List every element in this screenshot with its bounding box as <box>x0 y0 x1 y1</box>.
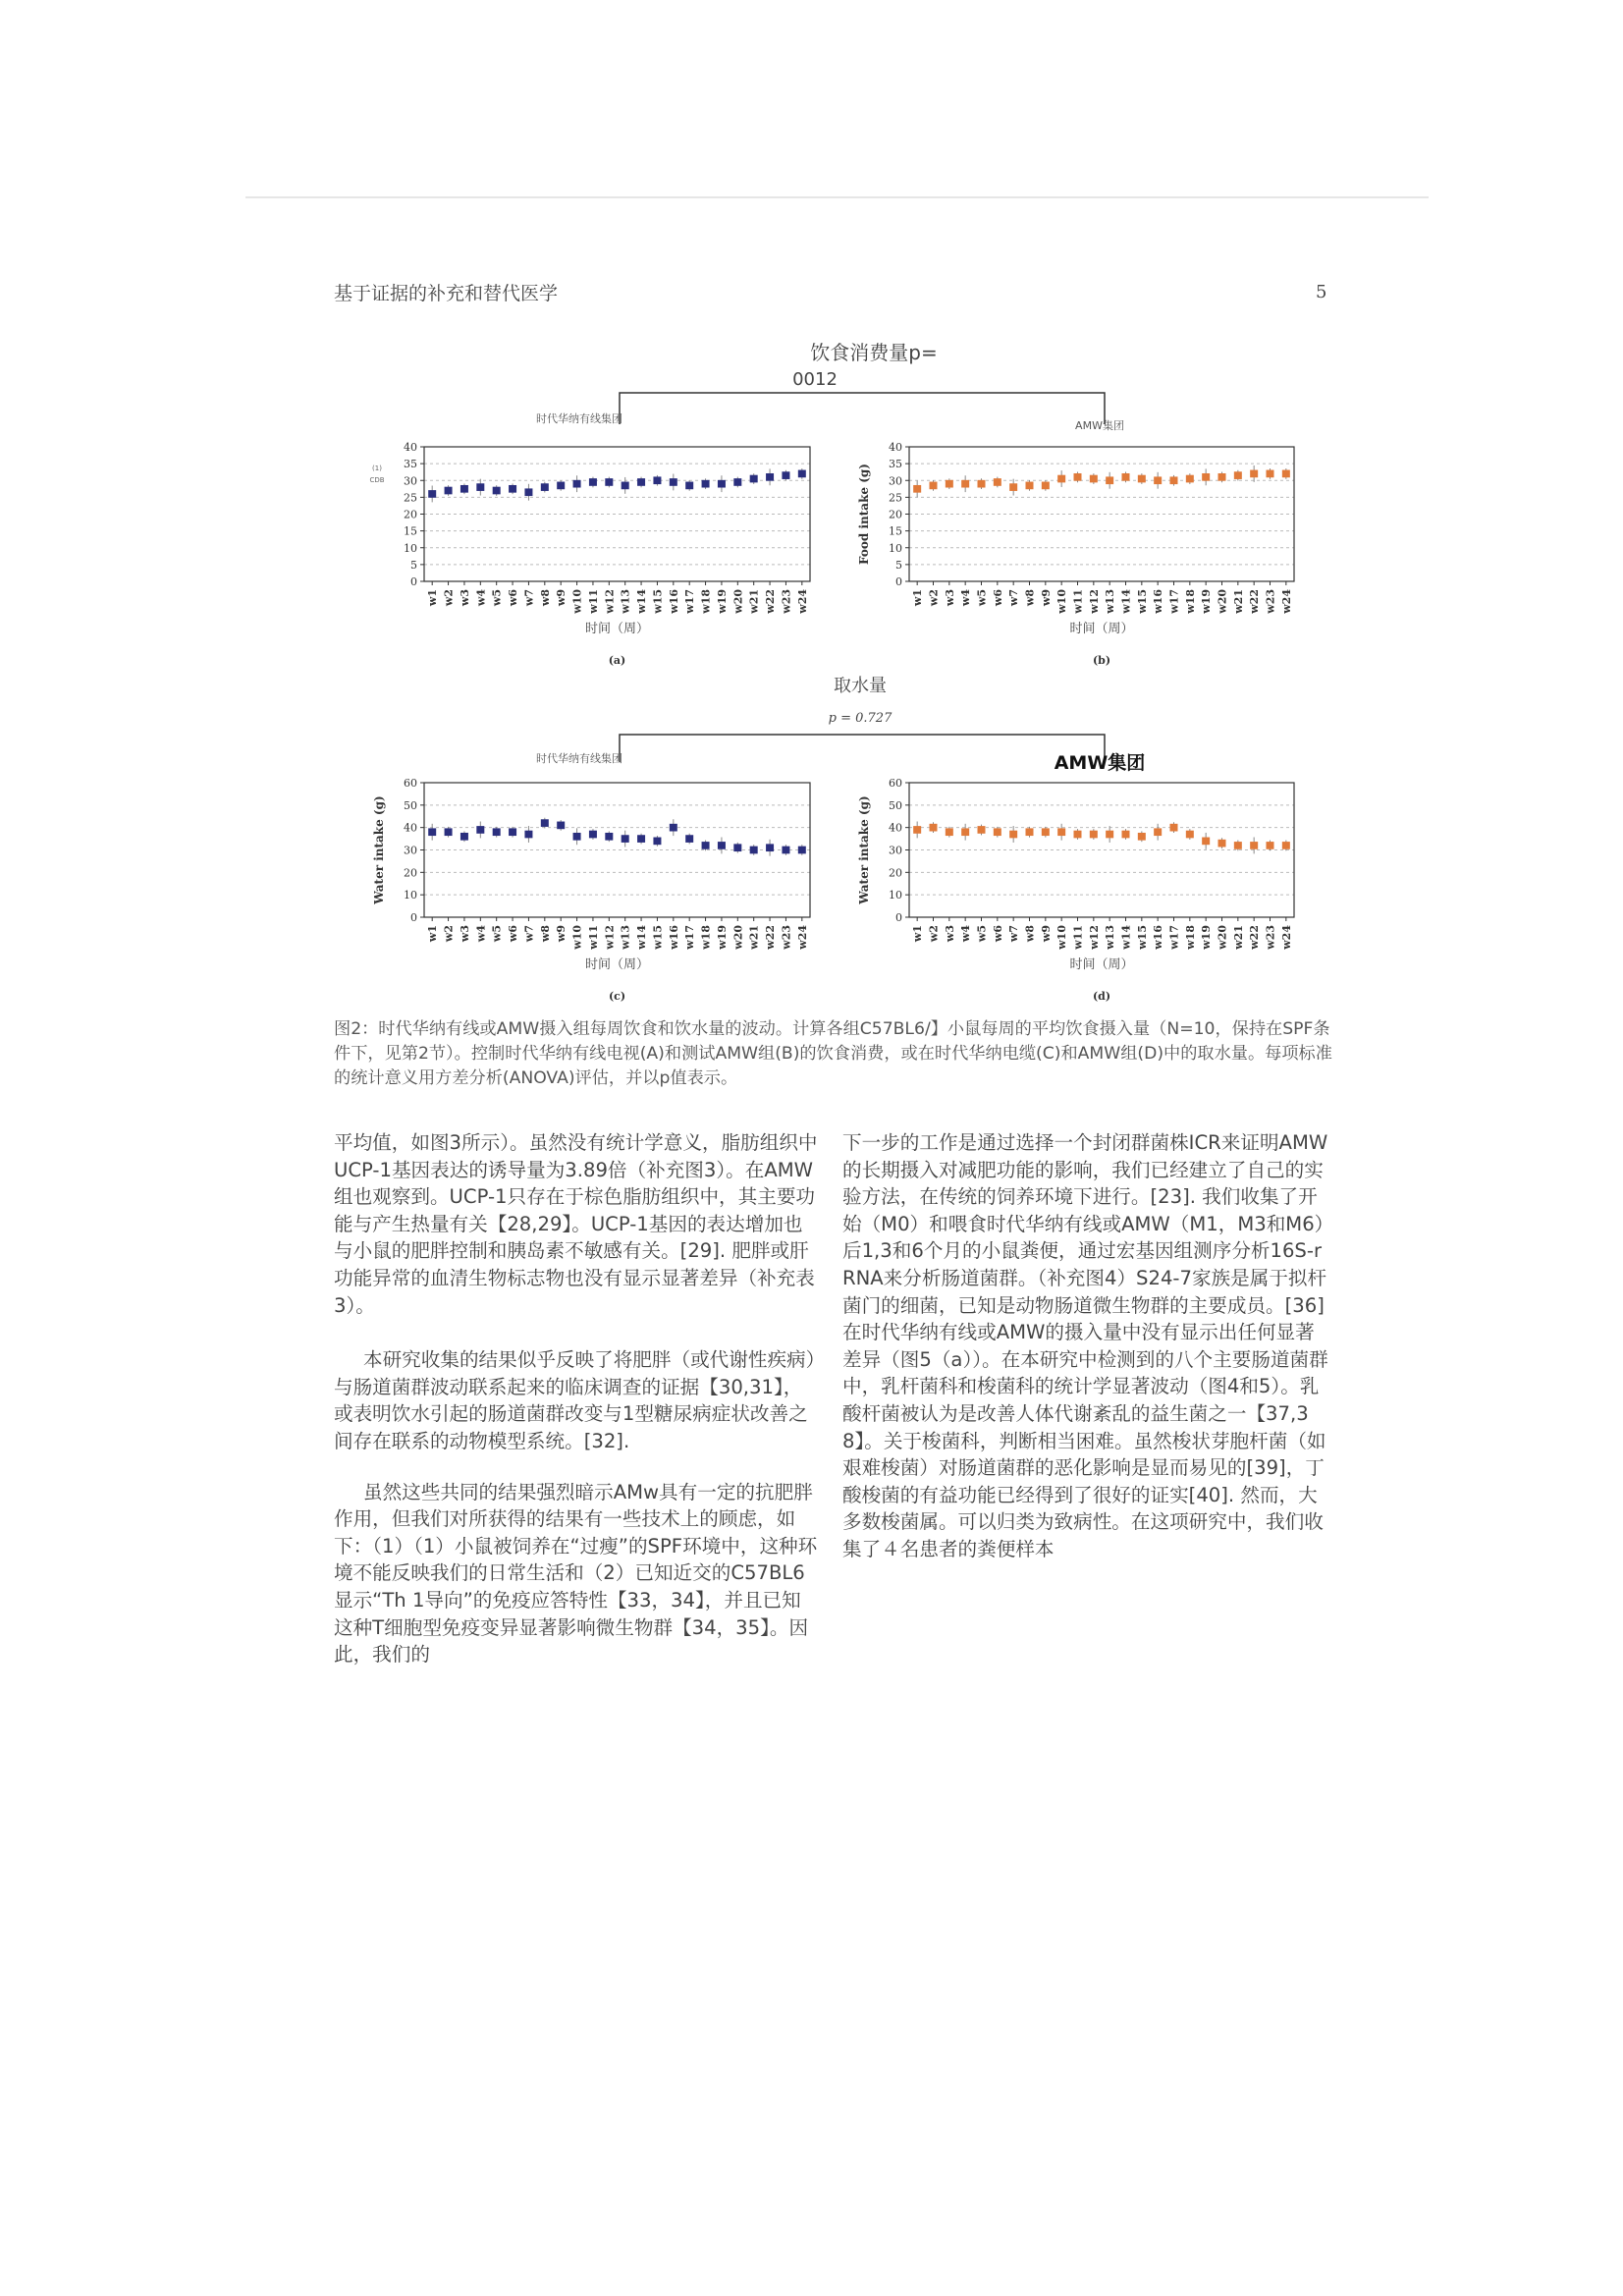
box-mark <box>1057 475 1065 483</box>
plot-frame <box>909 783 1294 917</box>
x-tick-label: w14 <box>1119 589 1133 614</box>
x-tick-label: w19 <box>1200 925 1214 950</box>
x-tick-label: w12 <box>1087 589 1101 614</box>
box-mark <box>1122 831 1130 839</box>
x-tick-label: w20 <box>1216 925 1229 950</box>
x-tick-label: w9 <box>555 925 568 943</box>
panel-letter: (d) <box>1092 990 1111 1003</box>
left-paragraph-1: 平均值，如图3所示）。虽然没有统计学意义，脂肪组织中UCP-1基因表达的诱导量为3.89倍（补充图3）。在AMW组也观察到。UCP-1只存在于棕色脂肪组织中，其主要功能与产生热量有关【28,29】。UCP-1基因的表达增加也与小鼠的肥胖控制和胰岛素不敏感有关。[29]. 肥胖或肝功能异常的血清生物标志物也没有显示显著差异（补充表3）。 <box>334 1131 818 1317</box>
box-mark <box>1026 482 1034 490</box>
chart-panel-a <box>369 411 810 667</box>
box-mark <box>685 835 693 843</box>
box-mark <box>1170 476 1178 484</box>
box-mark <box>702 842 710 849</box>
box-mark <box>524 488 532 496</box>
x-axis-label: 时间（周） <box>584 957 650 972</box>
x-tick-label: w5 <box>975 589 989 607</box>
box-mark <box>476 483 484 491</box>
x-tick-label: w7 <box>522 925 536 943</box>
box-mark <box>670 478 677 486</box>
box-mark <box>798 470 806 478</box>
x-tick-label: w14 <box>635 589 649 614</box>
box-mark <box>653 476 661 484</box>
x-tick-label: w12 <box>603 925 617 950</box>
y-tick-label: 20 <box>404 866 417 880</box>
box-mark <box>509 485 516 493</box>
x-tick-label: w18 <box>699 925 713 950</box>
x-tick-label: w4 <box>959 925 973 943</box>
box-mark <box>637 478 645 486</box>
x-tick-label: w10 <box>1055 925 1069 950</box>
x-tick-label: w16 <box>667 925 680 950</box>
x-tick-label: w1 <box>426 925 440 943</box>
x-tick-label: w16 <box>1152 589 1165 614</box>
chart-panel-c <box>372 751 810 1003</box>
y-tick-label: 40 <box>404 821 417 835</box>
box-mark <box>733 478 741 486</box>
box-mark <box>1250 470 1258 478</box>
x-tick-label: w6 <box>507 589 520 607</box>
y-tick-label: 0 <box>895 911 902 924</box>
food-title-line2: 0012 <box>792 369 838 390</box>
box-mark <box>978 480 986 488</box>
x-axis-label: 时间（周） <box>584 622 650 636</box>
x-tick-label: w1 <box>911 589 925 607</box>
x-tick-label: w9 <box>555 589 568 607</box>
box-mark <box>1154 476 1162 484</box>
box-mark <box>930 482 938 490</box>
box-mark <box>1234 471 1242 479</box>
y-tick-label: 5 <box>895 558 902 572</box>
x-tick-label: w23 <box>780 925 793 950</box>
box-mark <box>541 819 549 827</box>
x-tick-label: w11 <box>1071 925 1085 950</box>
box-mark <box>573 833 581 841</box>
y-tick-label: 30 <box>404 474 417 488</box>
box-mark <box>557 482 565 490</box>
box-mark <box>637 835 645 843</box>
box-mark <box>750 847 758 854</box>
y-tick-label: 0 <box>410 575 417 588</box>
y-tick-label: 40 <box>889 441 902 454</box>
box-mark <box>1154 828 1162 836</box>
x-tick-label: w21 <box>1231 589 1245 614</box>
x-tick-label: w13 <box>619 925 632 950</box>
box-mark <box>1170 824 1178 832</box>
y-axis-label: Water intake (g) <box>857 795 871 904</box>
x-axis-label: 时间（周） <box>1069 622 1134 636</box>
panel-letter: (b) <box>1092 654 1111 667</box>
panel-letter: (a) <box>608 654 626 667</box>
x-tick-label: w15 <box>1135 925 1149 950</box>
x-tick-label: w13 <box>619 589 632 614</box>
y-tick-label: 35 <box>889 458 902 471</box>
x-tick-label: w23 <box>1264 589 1277 614</box>
box-mark <box>1218 840 1226 847</box>
page-number: 5 <box>1316 282 1327 302</box>
box-mark <box>1250 842 1258 849</box>
y-axis-label: Water intake (g) <box>372 795 386 904</box>
x-tick-label: w11 <box>586 925 600 950</box>
y-tick-label: 35 <box>404 458 417 471</box>
x-tick-label: w3 <box>458 589 471 607</box>
x-tick-label: w16 <box>1152 925 1165 950</box>
box-mark <box>460 485 468 493</box>
water-comparison-bracket <box>620 735 1105 762</box>
journal-running-head: 基于证据的补充和替代医学 <box>334 283 559 304</box>
y-axis-label-fragment: (1) <box>372 465 382 472</box>
x-tick-label: w8 <box>1023 925 1037 943</box>
x-tick-label: w12 <box>1087 925 1101 950</box>
y-tick-label: 5 <box>410 558 417 572</box>
group-label: AMW集团 <box>1075 419 1124 432</box>
y-tick-label: 20 <box>889 508 902 521</box>
x-tick-label: w21 <box>747 925 761 950</box>
x-tick-label: w24 <box>1279 925 1293 950</box>
box-mark <box>1202 838 1210 846</box>
x-tick-label: w5 <box>975 925 989 943</box>
box-mark <box>605 478 613 486</box>
x-tick-label: w5 <box>490 589 504 607</box>
box-mark <box>1218 473 1226 481</box>
box-mark <box>1090 831 1098 839</box>
box-mark <box>1057 828 1065 836</box>
x-tick-label: w22 <box>764 925 778 950</box>
box-mark <box>670 824 677 832</box>
box-mark <box>961 828 969 836</box>
x-tick-label: w8 <box>538 925 552 943</box>
y-tick-label: 30 <box>889 474 902 488</box>
figure-2 <box>0 0 1623 1011</box>
box-mark <box>1009 831 1017 839</box>
box-mark <box>766 473 774 481</box>
y-tick-label: 40 <box>404 441 417 454</box>
box-mark <box>1267 842 1274 849</box>
box-mark <box>1138 833 1146 841</box>
x-tick-label: w7 <box>1007 925 1021 943</box>
box-mark <box>589 831 597 839</box>
box-mark <box>750 475 758 483</box>
y-tick-label: 10 <box>889 889 902 902</box>
box-mark <box>930 824 938 832</box>
x-tick-label: w18 <box>1183 589 1197 614</box>
y-tick-label: 10 <box>889 541 902 555</box>
water-p-value: p = 0.727 <box>828 711 893 726</box>
y-axis-label-fragment: CDB <box>369 476 385 484</box>
left-paragraph-2: 本研究收集的结果似乎反映了将肥胖（或代谢性疾病）与肠道菌群波动联系起来的临床调查的证据【30,31】，或表明饮水引起的肠道菌群改变与1型糖尿病症状改善之间存在联系的动物模型系统。[32]. <box>334 1348 816 1452</box>
box-mark <box>541 483 549 491</box>
right-paragraph-1: 下一步的工作是通过选择一个封闭群菌株ICR来证明AMW的长期摄入对减肥功能的影响，我们已经建立了自己的实验方法，在传统的饲养环境下进行。[23]. 我们收集了开始（M0）和喂食时代华纳有线或AMW（M1，M3和M6）后1,3和6个月的小鼠粪便，通过宏基因组测序分析16S-rRNA来分析肠道菌群。（补充图4）S24-7家族是属于拟杆菌门的细菌，已知是动物肠道微生物群的主要成员。[36]在时代华纳有线或AMW的摄入量中没有显示出任何显著差异（图5（a））。在本研究中检测到的八个主要肠道菌群中，乳杆菌科和梭菌科的统计学显著波动（图4和5）。乳酸杆菌被认为是改善人体代谢紊乱的益生菌之一【37,38】。关于梭菌科，判断相当困难。虽然梭状芽胞杆菌（如艰难梭菌）对肠道菌群的恶化影响是显而易见的[39]，丁酸梭菌的有益功能已经得到了很好的证实[40]. 然而，大多数梭菌属。可以归类为致病性。在这项研究中，我们收集了４名患者的粪便样本 <box>842 1131 1328 1560</box>
box-mark <box>557 822 565 830</box>
x-tick-label: w3 <box>943 925 956 943</box>
y-tick-label: 60 <box>889 777 902 790</box>
y-tick-label: 30 <box>889 844 902 857</box>
x-tick-label: w9 <box>1039 589 1053 607</box>
box-mark <box>460 833 468 841</box>
x-tick-label: w4 <box>474 589 488 607</box>
panel-letter: (c) <box>608 990 626 1003</box>
box-mark <box>622 482 629 490</box>
x-tick-label: w18 <box>1183 925 1197 950</box>
food-comparison-bracket <box>620 393 1105 424</box>
x-tick-label: w7 <box>522 589 536 607</box>
box-mark <box>733 844 741 851</box>
x-tick-label: w6 <box>991 588 1004 607</box>
box-mark <box>445 828 453 836</box>
box-mark <box>605 833 613 841</box>
x-tick-label: w1 <box>426 589 440 607</box>
x-tick-label: w4 <box>474 925 488 943</box>
x-tick-label: w20 <box>731 589 745 614</box>
group-label: 时代华纳有线集团 <box>536 752 622 765</box>
box-mark <box>782 471 789 479</box>
box-mark <box>1074 473 1082 481</box>
x-tick-label: w11 <box>586 589 600 614</box>
x-tick-label: w16 <box>667 589 680 614</box>
plot-frame <box>909 447 1294 581</box>
y-tick-label: 60 <box>404 777 417 790</box>
y-tick-label: 15 <box>404 524 417 538</box>
x-tick-label: w17 <box>683 589 697 614</box>
x-tick-label: w10 <box>570 925 584 950</box>
x-tick-label: w9 <box>1039 925 1053 943</box>
body-column-left <box>334 1129 820 1668</box>
box-mark <box>573 480 581 488</box>
x-tick-label: w15 <box>651 925 665 950</box>
x-tick-label: w14 <box>635 925 649 950</box>
box-mark <box>1106 831 1113 839</box>
box-mark <box>1090 475 1098 483</box>
x-tick-label: w20 <box>1216 589 1229 614</box>
x-tick-label: w22 <box>1248 925 1262 950</box>
y-tick-label: 10 <box>404 541 417 555</box>
body-column-right <box>842 1129 1328 1563</box>
y-tick-label: 40 <box>889 821 902 835</box>
box-mark <box>1282 842 1290 849</box>
x-tick-label: w2 <box>442 589 456 607</box>
box-mark <box>782 847 789 854</box>
water-title: 取水量 <box>834 676 887 696</box>
x-tick-label: w17 <box>1167 589 1181 614</box>
x-tick-label: w19 <box>715 589 729 614</box>
x-tick-label: w22 <box>1248 589 1262 614</box>
chart-panel-b <box>857 418 1294 667</box>
box-mark <box>946 480 953 488</box>
box-mark <box>1202 473 1210 481</box>
box-mark <box>1042 482 1050 490</box>
x-tick-label: w23 <box>780 589 793 614</box>
box-mark <box>1186 831 1194 839</box>
box-mark <box>1282 470 1290 478</box>
x-tick-label: w3 <box>458 925 471 943</box>
x-tick-label: w15 <box>651 589 665 614</box>
y-tick-label: 15 <box>889 524 902 538</box>
box-mark <box>1106 476 1113 484</box>
x-tick-label: w6 <box>507 925 520 943</box>
x-tick-label: w13 <box>1104 925 1117 950</box>
box-mark <box>493 487 501 495</box>
box-mark <box>994 828 1001 836</box>
box-mark <box>653 838 661 846</box>
x-tick-label: w11 <box>1071 589 1085 614</box>
group-label: 时代华纳有线集团 <box>536 412 622 425</box>
x-tick-label: w21 <box>1231 925 1245 950</box>
x-tick-label: w17 <box>1167 925 1181 950</box>
x-tick-label: w24 <box>795 589 809 614</box>
x-tick-label: w13 <box>1104 589 1117 614</box>
box-mark <box>798 847 806 854</box>
box-mark <box>622 835 629 843</box>
box-mark <box>509 828 516 836</box>
y-tick-label: 0 <box>410 911 417 924</box>
chart-panel-d <box>857 751 1294 1003</box>
x-tick-label: w17 <box>683 925 697 950</box>
box-mark <box>428 828 436 836</box>
box-mark <box>1042 828 1050 836</box>
box-mark <box>428 490 436 498</box>
box-mark <box>1186 475 1194 483</box>
y-tick-label: 25 <box>404 491 417 505</box>
box-mark <box>685 482 693 490</box>
x-tick-label: w24 <box>1279 589 1293 614</box>
x-tick-label: w10 <box>1055 589 1069 614</box>
x-tick-label: w4 <box>959 589 973 607</box>
y-axis-label: Food intake (g) <box>857 464 871 565</box>
box-mark <box>702 480 710 488</box>
box-mark <box>445 487 453 495</box>
x-tick-label: w24 <box>795 925 809 950</box>
x-tick-label: w3 <box>943 589 956 607</box>
x-tick-label: w8 <box>538 589 552 607</box>
box-mark <box>913 485 921 493</box>
box-mark <box>1074 831 1082 839</box>
x-tick-label: w12 <box>603 589 617 614</box>
box-mark <box>1138 475 1146 483</box>
box-mark <box>994 478 1001 486</box>
y-tick-label: 10 <box>404 889 417 902</box>
box-mark <box>589 478 597 486</box>
x-tick-label: w8 <box>1023 589 1037 607</box>
y-tick-label: 50 <box>889 798 902 812</box>
box-mark <box>1234 842 1242 849</box>
box-mark <box>1026 828 1034 836</box>
x-tick-label: w10 <box>570 589 584 614</box>
box-mark <box>978 826 986 834</box>
box-mark <box>493 828 501 836</box>
x-tick-label: w5 <box>490 925 504 943</box>
y-tick-label: 50 <box>404 798 417 812</box>
x-tick-label: w14 <box>1119 925 1133 950</box>
y-tick-label: 0 <box>895 575 902 588</box>
x-tick-label: w19 <box>715 925 729 950</box>
x-tick-label: w18 <box>699 589 713 614</box>
box-mark <box>718 842 726 849</box>
figure-caption: 图2：时代华纳有线或AMW摄入组每周饮食和饮水量的波动。计算各组C57BL6/】小鼠每周的平均饮食摄入量（N=10，保持在SPF条件下，见第2节）。控制时代华纳有线电视(A)和测试AMW组(B)的饮食消费，或在时代华纳电缆(C)和AMW组(D)中的取水量。每项标准的统计意义用方差分析(ANOVA)评估，并以p值表示。 <box>334 1019 1332 1088</box>
y-tick-label: 20 <box>889 866 902 880</box>
x-tick-label: w2 <box>927 925 941 943</box>
y-tick-label: 25 <box>889 491 902 505</box>
x-tick-label: w15 <box>1135 589 1149 614</box>
box-mark <box>913 826 921 834</box>
box-mark <box>1122 473 1130 481</box>
group-label: AMW集团 <box>1054 752 1146 774</box>
x-tick-label: w7 <box>1007 589 1021 607</box>
x-tick-label: w6 <box>991 924 1004 943</box>
box-mark <box>1009 483 1017 491</box>
x-tick-label: w22 <box>764 589 778 614</box>
x-tick-label: w19 <box>1200 589 1214 614</box>
x-tick-label: w20 <box>731 925 745 950</box>
x-tick-label: w23 <box>1264 925 1277 950</box>
left-paragraph-3: 虽然这些共同的结果强烈暗示AMw具有一定的抗肥胖作用，但我们对所获得的结果有一些技术上的顾虑，如下：（1）（1）小鼠被饲养在“过瘦”的SPF环境中，这种环境不能反映我们的日常生活和（2）已知近交的C57BL6显示“Th 1导向”的免疫应答特性【33，34】，并且已知这种T细胞型免疫变异显著影响微生物群【34，35】。因此，我们的 <box>334 1480 818 1667</box>
box-mark <box>961 480 969 488</box>
box-mark <box>524 831 532 839</box>
box-mark <box>946 828 953 836</box>
food-title-line1: 饮食消费量p= <box>810 341 938 364</box>
box-mark <box>476 826 484 834</box>
box-mark <box>766 844 774 851</box>
x-tick-label: w1 <box>911 925 925 943</box>
x-tick-label: w21 <box>747 589 761 614</box>
x-axis-label: 时间（周） <box>1069 957 1134 972</box>
box-mark <box>718 480 726 488</box>
box-mark <box>1267 470 1274 478</box>
y-tick-label: 30 <box>404 844 417 857</box>
y-tick-label: 20 <box>404 508 417 521</box>
x-tick-label: w2 <box>927 589 941 607</box>
plot-frame <box>424 447 810 581</box>
x-tick-label: w2 <box>442 925 456 943</box>
